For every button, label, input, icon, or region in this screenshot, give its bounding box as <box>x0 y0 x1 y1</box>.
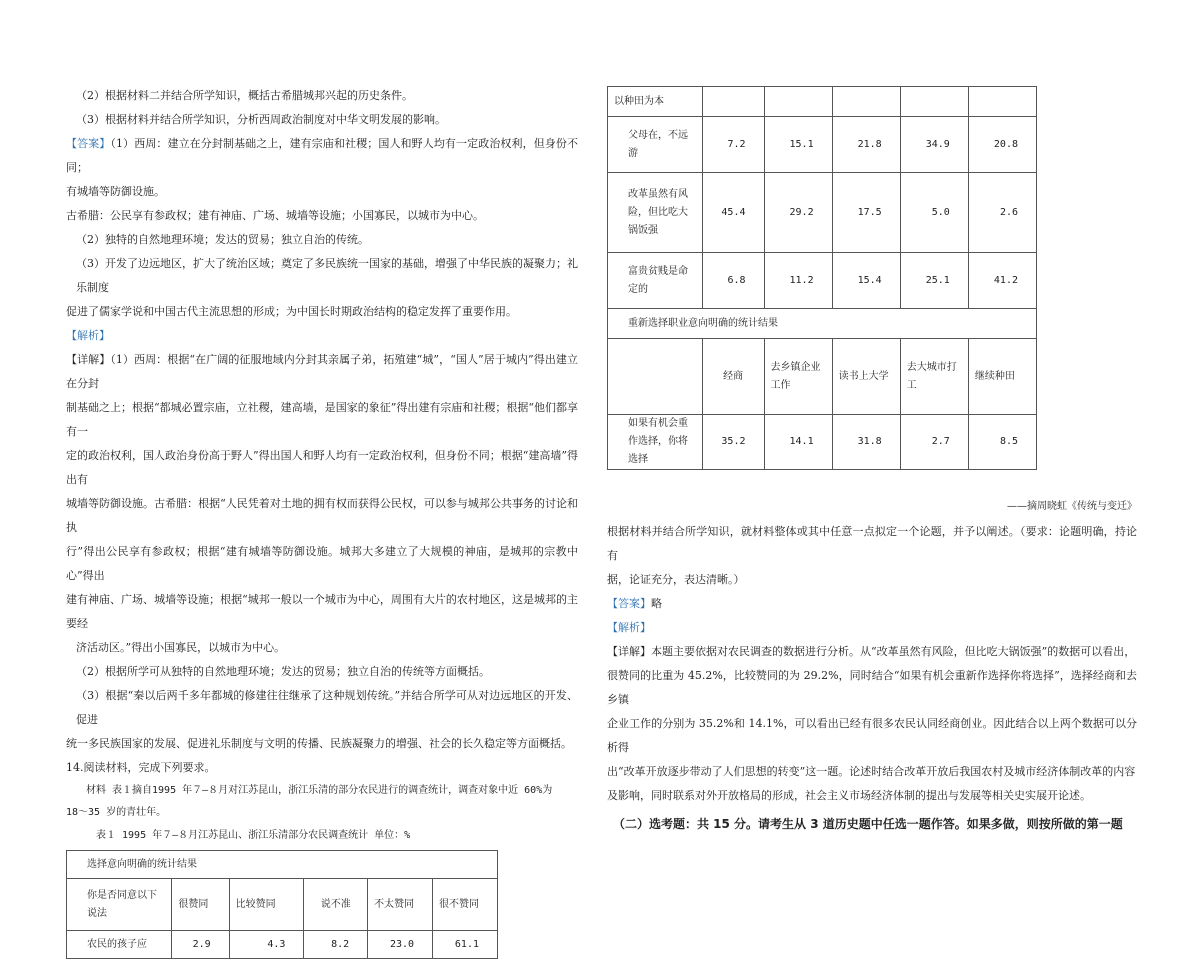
answer-2: （2）独特的自然地理环境；发达的贸易；独立自治的传统。 <box>76 233 369 246</box>
left-column <box>66 84 578 959</box>
requirement-b: 据，论证充分，表达清晰。） <box>607 573 745 586</box>
cell-value: 34.9 <box>900 117 968 173</box>
choice-header: 经商 <box>702 339 764 415</box>
answer-tag: 【答案】 <box>607 597 651 610</box>
right-column <box>607 86 1137 836</box>
cell-value: 2.7 <box>900 415 968 470</box>
row-label: 改革虽然有风险，但比吃大锅饭强 <box>608 173 703 253</box>
cell-value: 15.4 <box>832 253 900 309</box>
table-row <box>608 117 1037 173</box>
table-header-statement: 你是否同意以下说法 <box>67 879 172 931</box>
survey-table-part-2 <box>607 86 1037 470</box>
detail-line-4: 及影响，同时联系对外开放格局的形成，社会主义市场经济体制的提出与发展等相关史实展开论述。 <box>607 789 1091 802</box>
cell-value: 4.3 <box>229 931 304 959</box>
table-caption: 表１ 1995 年７—８月江苏昆山、浙江乐清部分农民调查统计 单位：% <box>96 830 411 841</box>
survey-table-part-1 <box>66 850 498 959</box>
cell-value: 41.2 <box>968 253 1036 309</box>
answer-1a: 【答案】（1）西周：建立在分封制基础之上，建有宗庙和社稷；国人和野人均有一定政治权利，但身份不同； <box>66 137 579 174</box>
cell-value: 35.2 <box>702 415 764 470</box>
table-header-agree: 比较赞同 <box>229 879 304 931</box>
detail-2: （2）根据所学可从独特的自然地理环境；发达的贸易；独立自治的传统等方面概括。 <box>76 665 490 678</box>
row-label: 农民的孩子应 <box>67 931 172 959</box>
section-title: （二）选考题：共 15 分。请考生从 3 道历史题中任选一题作答。如果多做，则按所做的第一题 <box>613 817 1123 831</box>
question-3: （3）根据材料并结合所学知识，分析西周政治制度对中华文明发展的影响。 <box>76 113 446 126</box>
table-section-title: 选择意向明确的统计结果 <box>67 851 498 879</box>
row-label: 以种田为本 <box>608 87 703 117</box>
choice-header: 去乡镇企业工作 <box>764 339 832 415</box>
question-14: 14.阅读材料，完成下列要求。 <box>66 761 216 774</box>
table-section-title-2: 重新选择职业意向明确的统计结果 <box>608 309 1037 339</box>
material-line-b: 18～35 岁的青壮年。 <box>66 807 167 818</box>
detail-line-0: 【详解】本题主要依据对农民调查的数据进行分析。从“改革虽然有风险，但比吃大锅饭强”的数据可以看出， <box>607 645 1136 658</box>
detail-line-5: 建有神庙、广场、城墙等设施；根据“城邦一般以一个城市为中心，周围有大片的农村地区，这是城邦的主要经 <box>66 593 578 630</box>
answer-3b: 促进了儒家学说和中国古代主流思想的形成；为中国长时期政治结构的稳定发挥了重要作用。 <box>66 305 517 318</box>
table-header-strongly-disagree: 很不赞同 <box>433 879 498 931</box>
detail-line-3: 城墙等防御设施。古希腊：根据“人民凭着对土地的拥有权而获得公民权，可以参与城邦公共事务的讨论和执 <box>66 497 578 534</box>
cell-value: 45.4 <box>702 173 764 253</box>
detail-line-0: 【详解】（1）西周：根据“在广阔的征服地域内分封其亲属子弟，拓殖建“城”，“国人”居于城内”得出建立在分封 <box>66 353 578 390</box>
cell-value: 8.2 <box>304 931 368 959</box>
answer-1c: 古希腊：公民享有参政权；建有神庙、广场、城墙等设施；小国寡民，以城市为中心。 <box>66 209 484 222</box>
table-row <box>608 253 1037 309</box>
detail-line-4: 行”得出公民享有参政权；根据“建有城墙等防御设施。城邦大多建立了大规模的神庙，是城邦的宗教中心”得出 <box>66 545 578 582</box>
cell-value: 17.5 <box>832 173 900 253</box>
cell-value: 7.2 <box>702 117 764 173</box>
table-row <box>608 173 1037 253</box>
cell-value: 21.8 <box>832 117 900 173</box>
analysis-tag: 【解析】 <box>66 329 110 342</box>
requirement-a: 根据材料并结合所学知识，就材料整体或其中任意一点拟定一个论题，并予以阐述。（要求：论题明确，持论有 <box>607 525 1137 562</box>
analysis-tag: 【解析】 <box>607 621 651 634</box>
table-row <box>67 931 498 959</box>
answer-tag: 【答案】 <box>66 137 111 150</box>
detail-line-2: 企业工作的分别为 35.2%和 14.1%，可以看出已经有很多农民认同经商创业。因此结合以上两个数据可以分析得 <box>607 717 1137 754</box>
cell-value: 8.5 <box>968 415 1036 470</box>
table-row <box>608 415 1037 470</box>
cell-value: 11.2 <box>764 253 832 309</box>
answer-3a: （3）开发了边远地区，扩大了统治区域；奠定了多民族统一国家的基础，增强了中华民族的凝聚力；礼乐制度 <box>76 257 578 294</box>
cell-value: 14.1 <box>764 415 832 470</box>
cell-value: 2.6 <box>968 173 1036 253</box>
detail-3a: （3）根据“秦以后两千多年都城的修建往往继承了这种规划传统。”并结合所学可从对边远地区的开发、 促进 <box>76 689 578 726</box>
answer-1b: 有城墙等防御设施。 <box>66 185 165 198</box>
detail-line-6: 济活动区。”得出小国寡民，以城市为中心。 <box>76 641 286 654</box>
table-header-unsure: 说不准 <box>304 879 368 931</box>
question-2: （2）根据材料二并结合所学知识，概括古希腊城邦兴起的历史条件。 <box>76 89 413 102</box>
table-header-disagree: 不太赞同 <box>368 879 433 931</box>
detail-line-2: 定的政治权利，国人政治身份高于野人”得出国人和野人均有一定政治权利，但身份不同；根据“建高墙”得出有 <box>66 449 578 486</box>
choice-header: 继续种田 <box>968 339 1036 415</box>
cell-value: 2.9 <box>172 931 229 959</box>
cell-value: 31.8 <box>832 415 900 470</box>
row-label: 如果有机会重作选择，你将选择 <box>608 415 703 470</box>
cell-value: 20.8 <box>968 117 1036 173</box>
detail-line-1: 很赞同的比重为 45.2%，比较赞同的为 29.2%，同时结合“如果有机会重新作选择你将选择”，选择经商和去乡镇 <box>607 669 1137 706</box>
row-label: 父母在，不远游 <box>608 117 703 173</box>
detail-3b: 统一多民族国家的发展、促进礼乐制度与文明的传播、民族凝聚力的增强、社会的长久稳定等方面概括。 <box>66 737 572 750</box>
choice-header: 读书上大学 <box>832 339 900 415</box>
cell-value: 23.0 <box>368 931 433 959</box>
detail-line-1: 制基础之上；根据“都城必置宗庙，立社稷，建高墙，是国家的象征”得出建有宗庙和社稷；根据“他们都享有一 <box>66 401 578 438</box>
cell-value: 6.8 <box>702 253 764 309</box>
material-line-a: 材料 表１摘自1995 年７—８月对江苏昆山，浙江乐清的部分农民进行的调查统计，调查对象中近 60%为 <box>86 785 553 796</box>
row-label: 富贵贫贱是命定的 <box>608 253 703 309</box>
cell-value: 15.1 <box>764 117 832 173</box>
answer-line: 【答案】略 <box>607 597 662 610</box>
cell-value: 61.1 <box>433 931 498 959</box>
choice-header: 去大城市打工 <box>900 339 968 415</box>
detail-line-3: 出“改革开放逐步带动了人们思想的转变”这一题。论述时结合改革开放后我国农村及城市经济体制改革的内容 <box>607 765 1136 778</box>
cell-value: 5.0 <box>900 173 968 253</box>
cell-value: 29.2 <box>764 173 832 253</box>
table-header-strongly-agree: 很赞同 <box>172 879 229 931</box>
cell-value: 25.1 <box>900 253 968 309</box>
source-citation: ——摘周晓虹《传统与变迁》 <box>1007 501 1137 512</box>
